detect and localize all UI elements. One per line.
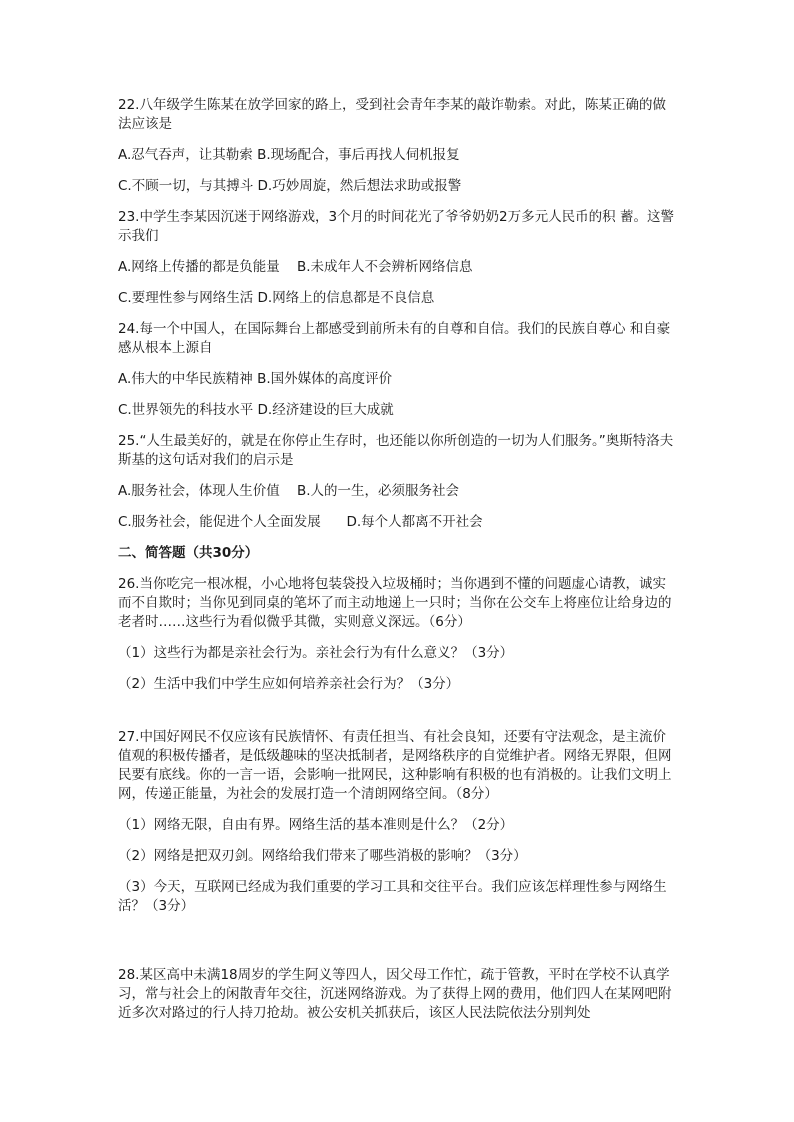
question-26-stem: 26.当你吃完一根冰棍，小心地将包装袋投入垃圾桶时；当你遇到不懂的问题虚心请教，诚实而不自欺时；当你见到同桌的笔坏了而主动地递上一只时；当你在公交车上将座位让给身边的老者时……这些行为看似微乎其微，实则意义深远。（6分） <box>118 576 672 630</box>
question-26-sub-2: （2）生活中我们中学生应如何培养亲社会行为？（3分） <box>118 676 460 692</box>
question-27-sub-2: （2）网络是把双刃剑。网络给我们带来了哪些消极的影响？（3分） <box>118 848 527 864</box>
question-22-options-cd: C.不顾一切，与其搏斗 D.巧妙周旋，然后想法求助或报警 <box>118 178 462 194</box>
question-24-options-ab: A.伟大的中华民族精神 B.国外媒体的高度评价 <box>118 371 393 387</box>
question-26-sub-1: （1）这些行为都是亲社会行为。亲社会行为有什么意义？（3分） <box>118 645 514 661</box>
section-2-title: 二、简答题（共30分） <box>118 545 259 561</box>
question-25-stem: 25.“人生最美好的，就是在你停止生存时，也还能以你所创造的一切为人们服务。”奥斯特洛夫斯基的这句话对我们的启示是 <box>118 433 674 468</box>
answer-space <box>118 928 678 966</box>
answer-space <box>118 706 678 728</box>
question-27-stem: 27.中国好网民不仅应该有民族情怀、有责任担当、有社会良知，还要有守法观念，是主流价值观的积极传播者，是低级趣味的坚决抵制者，是网络秩序的自觉维护者。网络无界限，但网民要有底线。你的一言一语，会影响一批网民，这种影响有积极的也有消极的。让我们文明上网，传递正能量，为社会的发展打造一个清朗网络空间。（8分） <box>118 729 672 802</box>
question-28-stem: 28.某区高中未满18周岁的学生阿义等四人，因父母工作忙，疏于管教，平时在学校不认真学习，常与社会上的闲散青年交往，沉迷网络游戏。为了获得上网的费用，他们四人在某网吧附近多次对路过的行人持刀抢劫。被公安机关抓获后，该区人民法院依法分别判处 <box>118 967 672 1021</box>
question-24-stem: 24.每一个中国人，在国际舞台上都感受到前所未有的自尊和自信。我们的民族自尊心 和自豪感从根本上源自 <box>118 321 671 356</box>
question-25-options-ab: A.服务社会，体现人生价值 B.人的一生，必须服务社会 <box>118 483 460 499</box>
question-23-options-ab: A.网络上传播的都是负能量 B.未成年人不会辨析网络信息 <box>118 259 473 275</box>
question-25-options-cd: C.服务社会，能促进个人全面发展 D.每个人都离不开社会 <box>118 514 483 530</box>
question-22-stem: 22.八年级学生陈某在放学回家的路上，受到社会青年李某的敲诈勒索。对此，陈某正确的做法应该是 <box>118 97 666 132</box>
exam-page <box>118 96 678 1035</box>
question-22-options-ab: A.忍气吞声，让其勒索 B.现场配合，事后再找人伺机报复 <box>118 147 460 163</box>
question-23-options-cd: C.要理性参与网络生活 D.网络上的信息都是不良信息 <box>118 290 435 306</box>
question-23-stem: 23.中学生李某因沉迷于网络游戏，3个月的时间花光了爷爷奶奶2万多元人民币的积 蓄。这警示我们 <box>118 209 674 244</box>
question-27-sub-3: （3）今天，互联网已经成为我们重要的学习工具和交往平台。我们应该怎样理性参与网络生活？（3分） <box>118 879 667 914</box>
question-24-options-cd: C.世界领先的科技水平 D.经济建设的巨大成就 <box>118 402 394 418</box>
question-27-sub-1: （1）网络无限，自由有界。网络生活的基本准则是什么？（2分） <box>118 817 514 833</box>
